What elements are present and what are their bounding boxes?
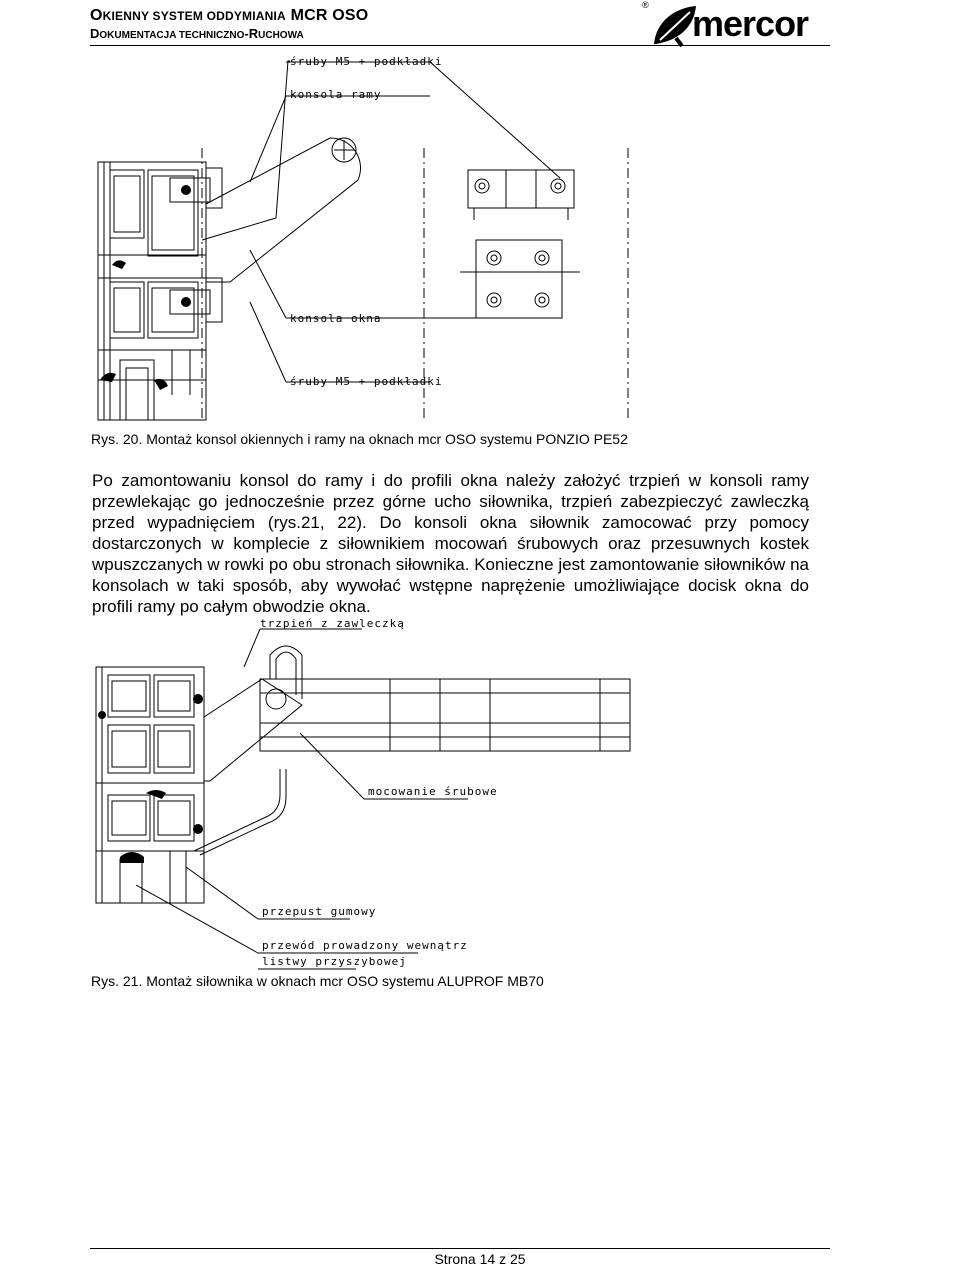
subtitle-cap1: D	[90, 26, 100, 41]
header-subtitle	[90, 25, 304, 45]
figure-20-drawing	[90, 50, 650, 425]
figure-21-caption: Rys. 21. Montaż siłownika w oknach mcr OSO systemu ALUPROF MB70	[91, 973, 544, 989]
title-small: KIENNY SYSTEM ODDYMIANIA	[102, 9, 286, 23]
logo-text: mercor	[692, 3, 809, 44]
label-pin: trzpień z zawleczką	[260, 617, 405, 630]
registered-mark: ®	[642, 0, 649, 10]
page-number: Strona 14 z 25	[434, 1251, 526, 1267]
subtitle-small1: OKUMENTACJA TECHNICZNO	[99, 30, 245, 41]
label-screw-mount: mocowanie śrubowe	[368, 785, 498, 798]
label-frame-bracket: konsola ramy	[290, 88, 382, 101]
figure-20-caption: Rys. 20. Montaż konsol okiennych i ramy na oknach mcr OSO systemu PONZIO PE52	[91, 431, 628, 447]
label-window-bracket: konsola okna	[290, 312, 382, 325]
label-cable-line2: listwy przyszybowej	[262, 955, 407, 968]
subtitle-cap2: R	[248, 26, 259, 41]
label-rubber-grommet: przepust gumowy	[262, 905, 377, 918]
mercor-logo	[640, 0, 840, 46]
subtitle-small2: UCHOWA	[258, 30, 304, 41]
label-cable-line1: przewód prowadzony wewnątrz	[262, 939, 468, 952]
label-screws-bottom: śruby M5 + podkładki	[290, 375, 443, 388]
label-screws-top: śruby M5 + podkładki	[290, 55, 443, 68]
header-title	[90, 6, 368, 26]
title-cap: O	[90, 7, 103, 24]
footer-divider	[90, 1248, 830, 1249]
title-tail: MCR OSO	[290, 7, 369, 24]
figure-21-drawing	[90, 615, 640, 970]
body-paragraph: Po zamontowaniu konsol do ramy i do profili okna należy założyć trzpień w konsoli ramy przewlekając go jednocześnie przez górne ucho siłownika, trzpień zabezpieczyć zawleczką przed wypadnięciem (rys.21, 22). Do konsoli okna siłownik zamocować przy pomocy dostarczonych w komplecie z siłownikiem mocowań śrubowych oraz przesuwnych kostek wpuszczanych w rowki po obu stronach siłownika. Konieczne jest zamontowanie siłowników na konsolach w taki sposób, aby wywołać wstępne naprężenie umożliwiające docisk okna do profili ramy po całym obwodzie okna.	[92, 471, 809, 616]
subtitle-dash: -	[244, 26, 249, 41]
header-divider	[90, 45, 830, 46]
